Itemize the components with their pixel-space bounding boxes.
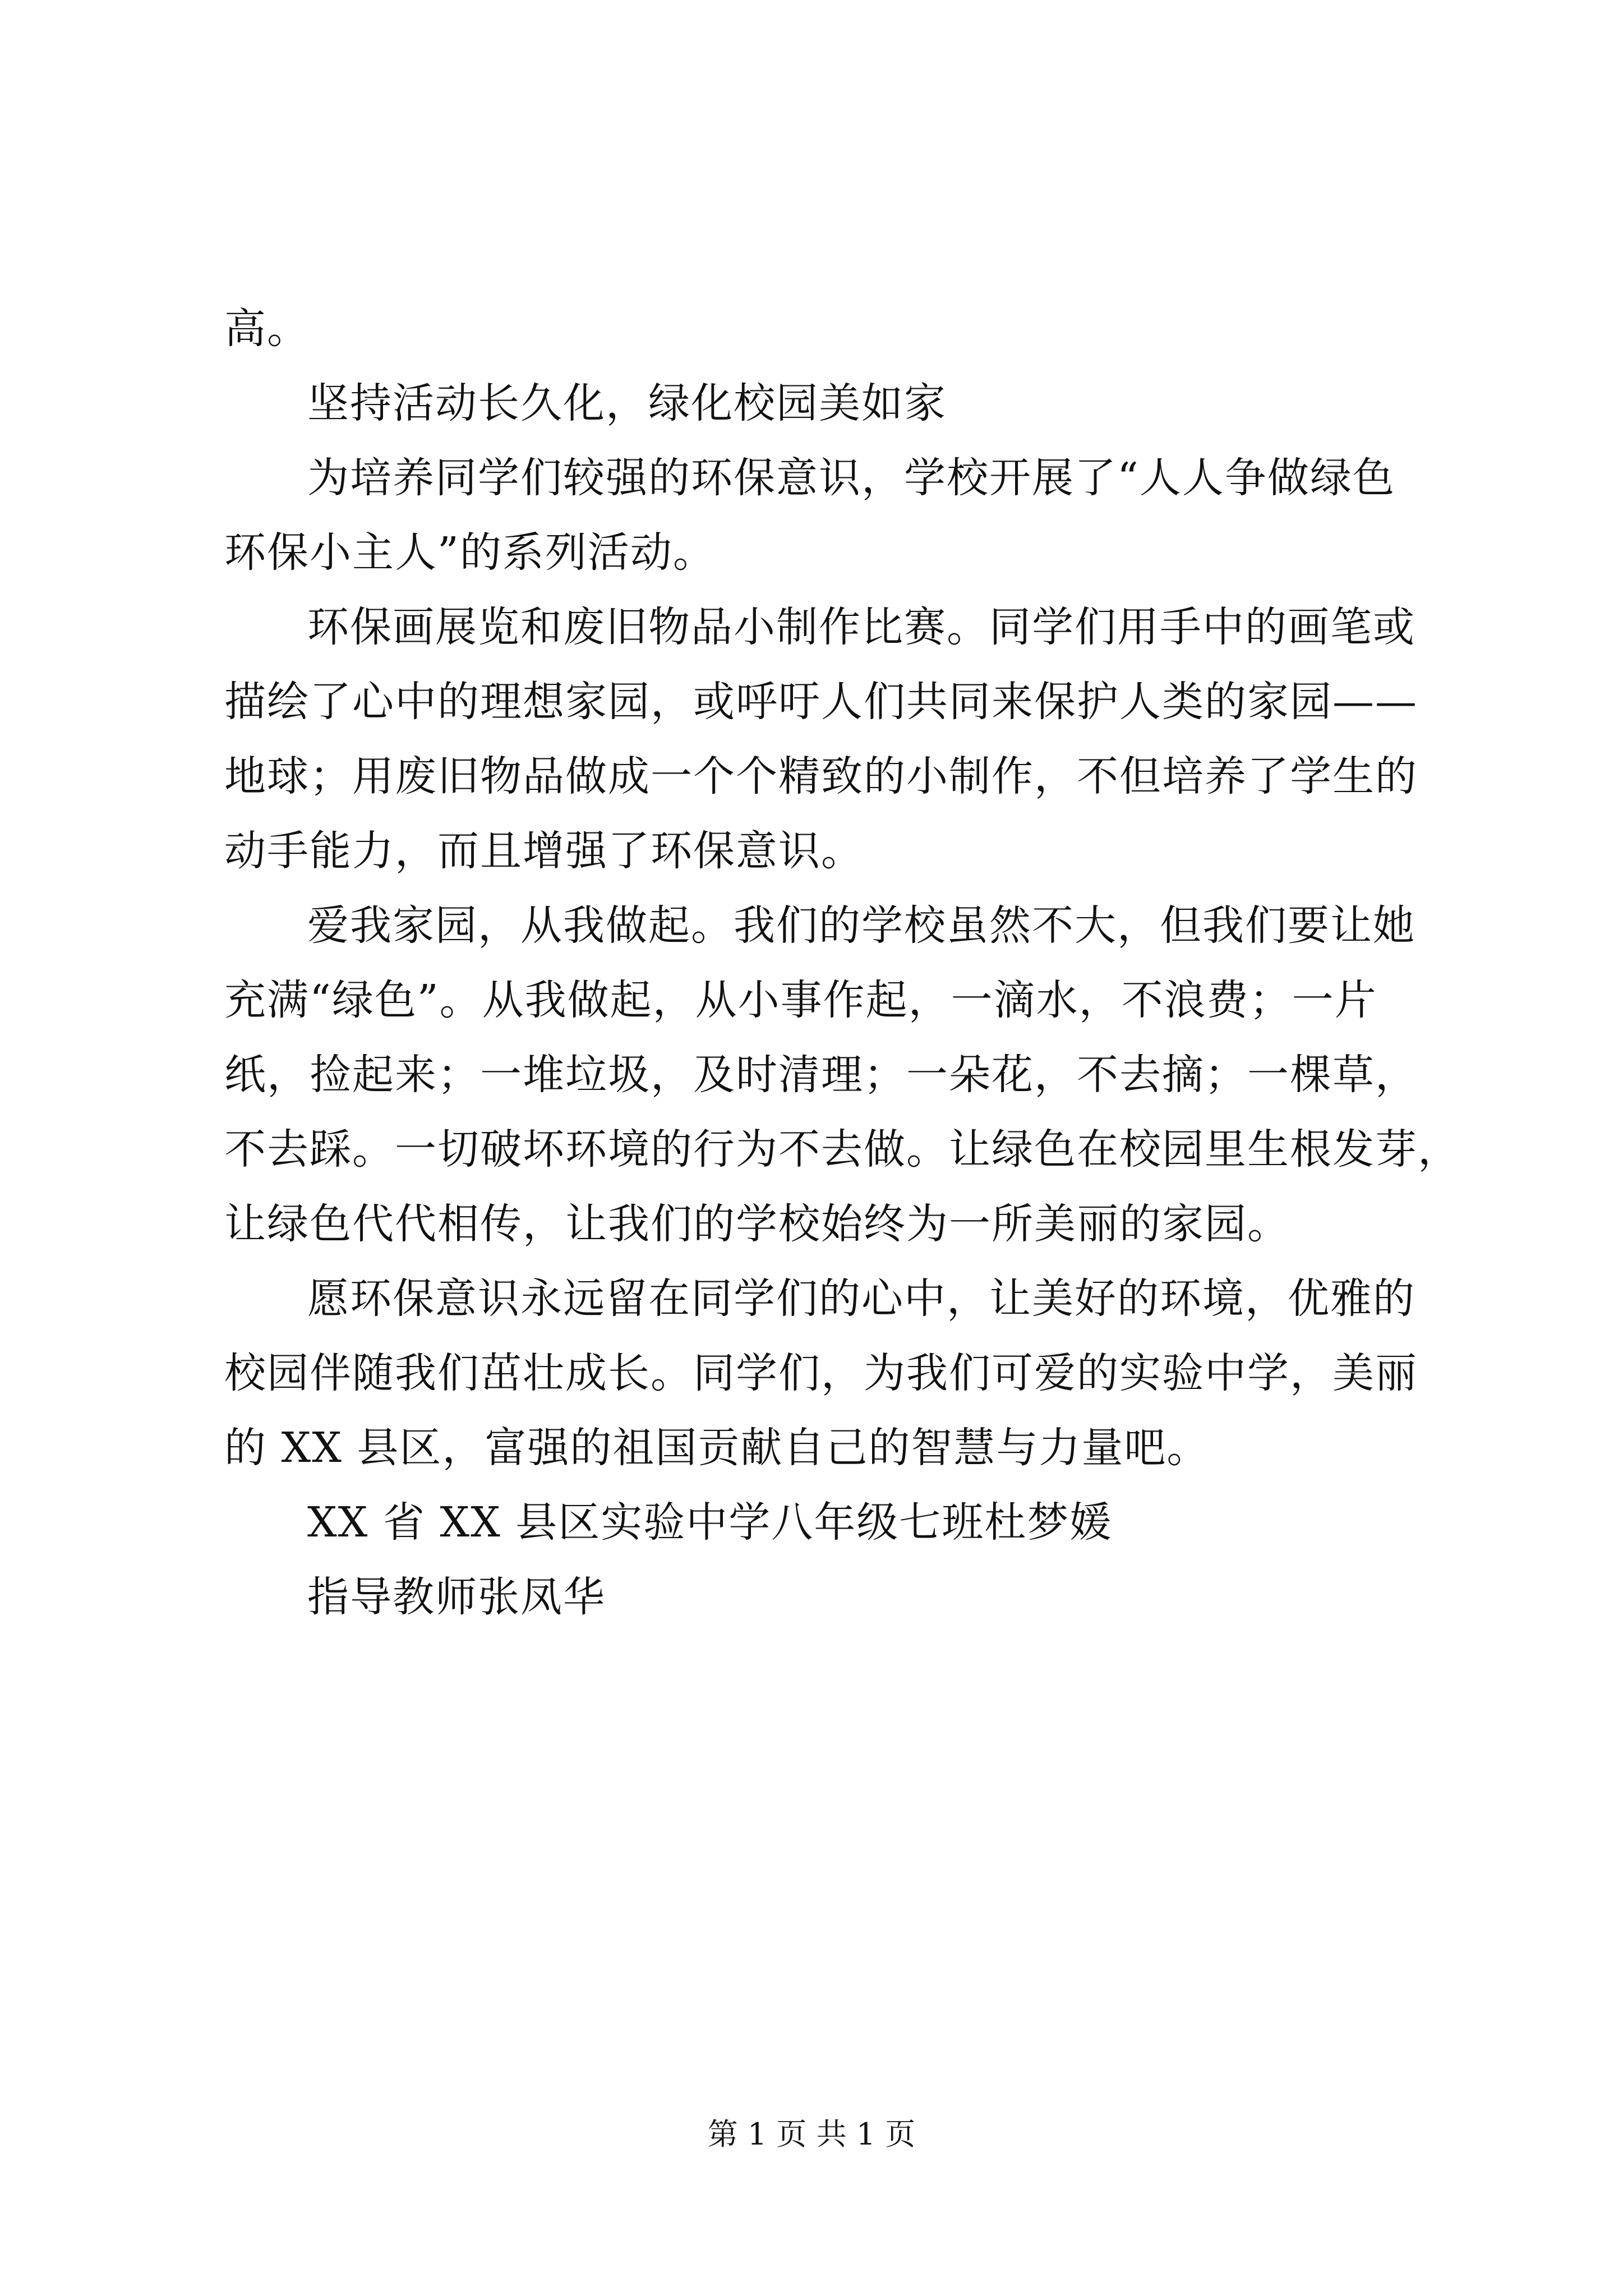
text-line-4: 环保小主人”的系列活动。 — [224, 528, 716, 577]
document-body — [224, 292, 1460, 1635]
text-line-1: 高。 — [224, 305, 310, 353]
text-line-7: 地球；用废旧物品做成一个个精致的小制作，不但培养了学生的 — [224, 752, 1418, 800]
text-line-10: 充满“绿色”。从我做起，从小事作起，一滴水，不浪费；一片 — [224, 976, 1377, 1024]
page-number-footer: 第 1 页 共 1 页 — [707, 2116, 916, 2152]
text-line-15: 校园伴随我们茁壮成长。同学们，为我们可爱的实验中学，美丽 — [224, 1349, 1418, 1397]
text-line-5: 环保画展览和废旧物品小制作比赛。同学们用手中的画笔或 — [307, 603, 1415, 651]
text-line-13: 让绿色代代相传，让我们的学校始终为一所美丽的家园。 — [224, 1200, 1290, 1248]
text-line-12: 不去踩。一切破坏环境的行为不去做。让绿色在校园里生根发芽， — [224, 1125, 1460, 1174]
author-line: XX 省 XX 县区实验中学八年级七班杜梦媛 — [307, 1498, 1113, 1547]
text-line-3: 为培养同学们较强的环保意识，学校开展了“人人争做绿色 — [307, 454, 1395, 502]
text-line-16: 的 XX 县区，富强的祖国贡献自己的智慧与力量吧。 — [224, 1424, 1210, 1472]
text-line-9: 爱我家园，从我做起。我们的学校虽然不大，但我们要让她 — [307, 901, 1415, 950]
section-heading: 坚持活动长久化，绿化校园美如家 — [307, 379, 947, 427]
instructor-line: 指导教师张凤华 — [307, 1573, 606, 1621]
text-line-8: 动手能力，而且增强了环保意识。 — [224, 827, 864, 875]
text-line-14: 愿环保意识永远留在同学们的心中，让美好的环境，优雅的 — [307, 1274, 1415, 1323]
text-line-11: 纸，捡起来；一堆垃圾，及时清理；一朵花，不去摘；一棵草， — [224, 1051, 1418, 1099]
text-line-6: 描绘了心中的理想家园，或呼吁人们共同来保护人类的家园—— — [224, 678, 1418, 726]
